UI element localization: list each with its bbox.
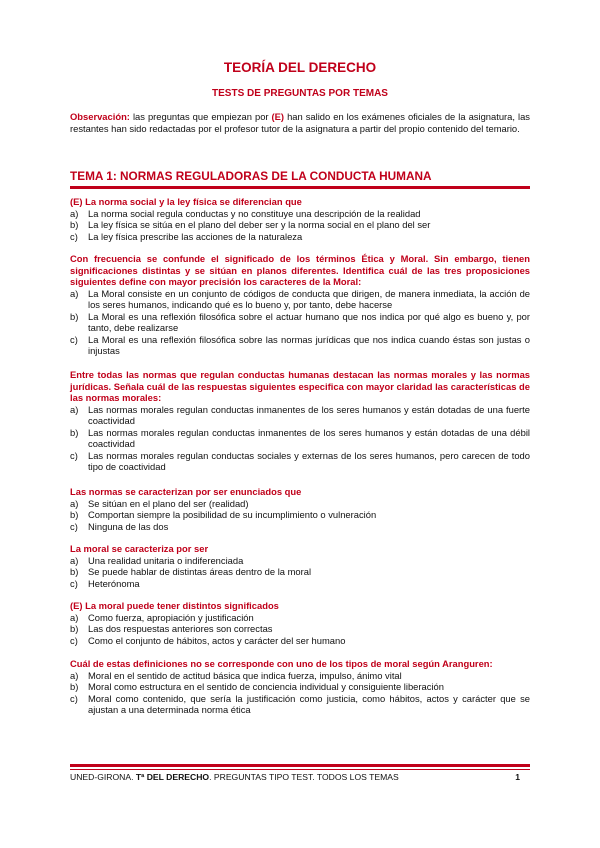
- question-title: Cuál de estas definiciones no se corresponde con uno de los tipos de moral según Aranguren:: [70, 658, 493, 669]
- option-letter: a): [70, 497, 79, 509]
- option-text: Una realidad unitaria o indiferenciada: [88, 554, 244, 566]
- question-option: [70, 681, 530, 693]
- option-letter: b): [70, 509, 79, 520]
- option-letter: c): [70, 692, 78, 704]
- option-text: La Moral es una reflexión filosófica sobre el actuar humano que nos indica por qué algo es bueno y, por tanto, debe realizarse: [88, 310, 530, 333]
- option-text: Heterónoma: [88, 577, 140, 589]
- option-text: Las normas morales regulan conductas sociales y externas de los seres humanos, pero carecen de todo tipo de coactividad: [88, 449, 530, 472]
- option-letter: a): [70, 611, 79, 623]
- option-text: Se puede hablar de distintas áreas dentro de la moral: [88, 566, 312, 577]
- option-text: Las normas morales regulan conductas inmanentes de los seres humanos y están dotadas de una débil coactividad: [88, 426, 530, 449]
- footer-divider-thin: [70, 769, 530, 770]
- option-letter: a): [70, 669, 79, 681]
- question-option: [70, 208, 530, 220]
- question-option: [70, 404, 530, 427]
- question-option: [70, 693, 530, 716]
- option-text: Las normas morales regulan conductas inmanentes de los seres humanos y están dotadas de una fuerte coactividad: [88, 403, 530, 426]
- question-block: [70, 369, 530, 473]
- option-letter: c): [70, 577, 78, 589]
- question-option: [70, 498, 530, 510]
- question-title: Las normas se caracterizan por ser enunciados que: [70, 486, 302, 497]
- footer-bold: Tª DEL DERECHO: [135, 772, 210, 782]
- observation-paragraph: [70, 111, 530, 134]
- option-text: Ninguna de las dos: [88, 520, 169, 532]
- question-option: [70, 231, 530, 243]
- option-letter: c): [70, 230, 78, 242]
- question-block: [70, 253, 530, 357]
- option-letter: c): [70, 333, 78, 345]
- option-text: La Moral es una reflexión filosófica sobre las normas jurídicas que nos indica cuando éstas son justas o injustas: [88, 333, 530, 356]
- question-option: [70, 566, 530, 578]
- option-letter: a): [70, 403, 79, 415]
- option-text: Como el conjunto de hábitos, actos y carácter del ser humano: [88, 634, 346, 646]
- observation-marker: (E): [271, 111, 285, 122]
- option-text: Moral en el sentido de actitud básica que indica fuerza, impulso, ánimo vital: [88, 669, 402, 681]
- option-letter: a): [70, 287, 79, 299]
- option-letter: b): [70, 566, 79, 577]
- question-option: [70, 612, 530, 624]
- observation-text-2: han salido en los exámenes oficiales de la asignatura, las restantes han sido redactadas por el profesor tutor de la asignatura a partir del propio contenido del temario.: [70, 111, 530, 134]
- option-letter: b): [70, 219, 79, 230]
- question-option: [70, 311, 530, 334]
- question-block: [70, 196, 530, 242]
- option-text: Como fuerza, apropiación y justificación: [88, 611, 254, 623]
- document-title: TEORÍA DEL DERECHO: [223, 60, 377, 75]
- option-text: La ley física prescribe las acciones de la naturaleza: [88, 230, 303, 242]
- document-subtitle: TESTS DE PREGUNTAS POR TEMAS: [212, 88, 388, 99]
- option-letter: a): [70, 554, 79, 566]
- page-footer: [70, 772, 530, 783]
- question-title: Con frecuencia se confunde el significado de los términos Ética y Moral. Sin embargo, tienen significaciones distintas y se sitúan en planos diferentes. Identifica cuál de las tres proposiciones siguientes define con mayor precisión los caracteres de la Moral:: [70, 253, 530, 287]
- page-number: 1: [515, 772, 520, 782]
- observation-label: Observación:: [70, 111, 130, 122]
- question-option: [70, 219, 530, 231]
- footer-divider-thick: [70, 764, 530, 767]
- question-option: [70, 623, 530, 635]
- option-letter: b): [70, 426, 79, 438]
- option-text: Se sitúan en el plano del ser (realidad): [88, 497, 249, 509]
- footer-text: [70, 772, 399, 783]
- option-text: Las dos respuestas anteriores son correctas: [88, 623, 273, 634]
- option-text: Moral como estructura en el sentido de conciencia individual y consiguiente liberación: [88, 681, 444, 692]
- question-block: [70, 543, 530, 589]
- question-option: [70, 635, 530, 647]
- option-letter: c): [70, 520, 78, 532]
- footer-suffix: . PREGUNTAS TIPO TEST. TODOS LOS TEMAS: [209, 772, 399, 782]
- option-text: La norma social regula conductas y no constituye una descripción de la realidad: [88, 207, 421, 219]
- observation-text-1: las preguntas que empiezan por: [129, 111, 272, 122]
- question-option: [70, 578, 530, 590]
- option-text: Moral como contenido, que sería la justificación como justicia, como hábitos, actos y carácter que se ajustan a una determinada norma ética: [88, 692, 530, 715]
- question-option: [70, 450, 530, 473]
- question-title: La moral se caracteriza por ser: [70, 543, 209, 554]
- option-letter: c): [70, 634, 78, 646]
- question-option: [70, 288, 530, 311]
- question-option: [70, 670, 530, 682]
- question-option: [70, 509, 530, 521]
- tema-heading: TEMA 1: NORMAS REGULADORAS DE LA CONDUCTA HUMANA: [70, 169, 530, 189]
- option-text: La ley física se sitúa en el plano del deber ser y la norma social en el plano del ser: [88, 219, 431, 230]
- question-block: [70, 600, 530, 646]
- question-title: (E) La moral puede tener distintos significados: [70, 600, 279, 611]
- option-letter: b): [70, 310, 79, 322]
- footer-prefix: UNED-GIRONA.: [70, 772, 136, 782]
- question-option: [70, 427, 530, 450]
- question-block: [70, 658, 530, 716]
- option-letter: b): [70, 681, 79, 692]
- option-letter: c): [70, 449, 78, 461]
- question-option: [70, 521, 530, 533]
- question-block: [70, 486, 530, 532]
- question-title: (E) La norma social y la ley física se diferencian que: [70, 196, 302, 207]
- option-text: La Moral consiste en un conjunto de códigos de conducta que dirigen, de manera inmediata, la acción de los seres humanos, indicando qué es lo bueno y, por tanto, debe hacerse: [88, 287, 530, 310]
- option-text: Comportan siempre la posibilidad de su incumplimiento o vulneración: [88, 509, 377, 520]
- option-letter: b): [70, 623, 79, 634]
- question-option: [70, 555, 530, 567]
- question-option: [70, 334, 530, 357]
- option-letter: a): [70, 207, 79, 219]
- question-title: Entre todas las normas que regulan conductas humanas destacan las normas morales y las normas jurídicas. Señala cuál de las respuestas siguientes especifica con mayor claridad las características de las normas morales:: [70, 369, 530, 403]
